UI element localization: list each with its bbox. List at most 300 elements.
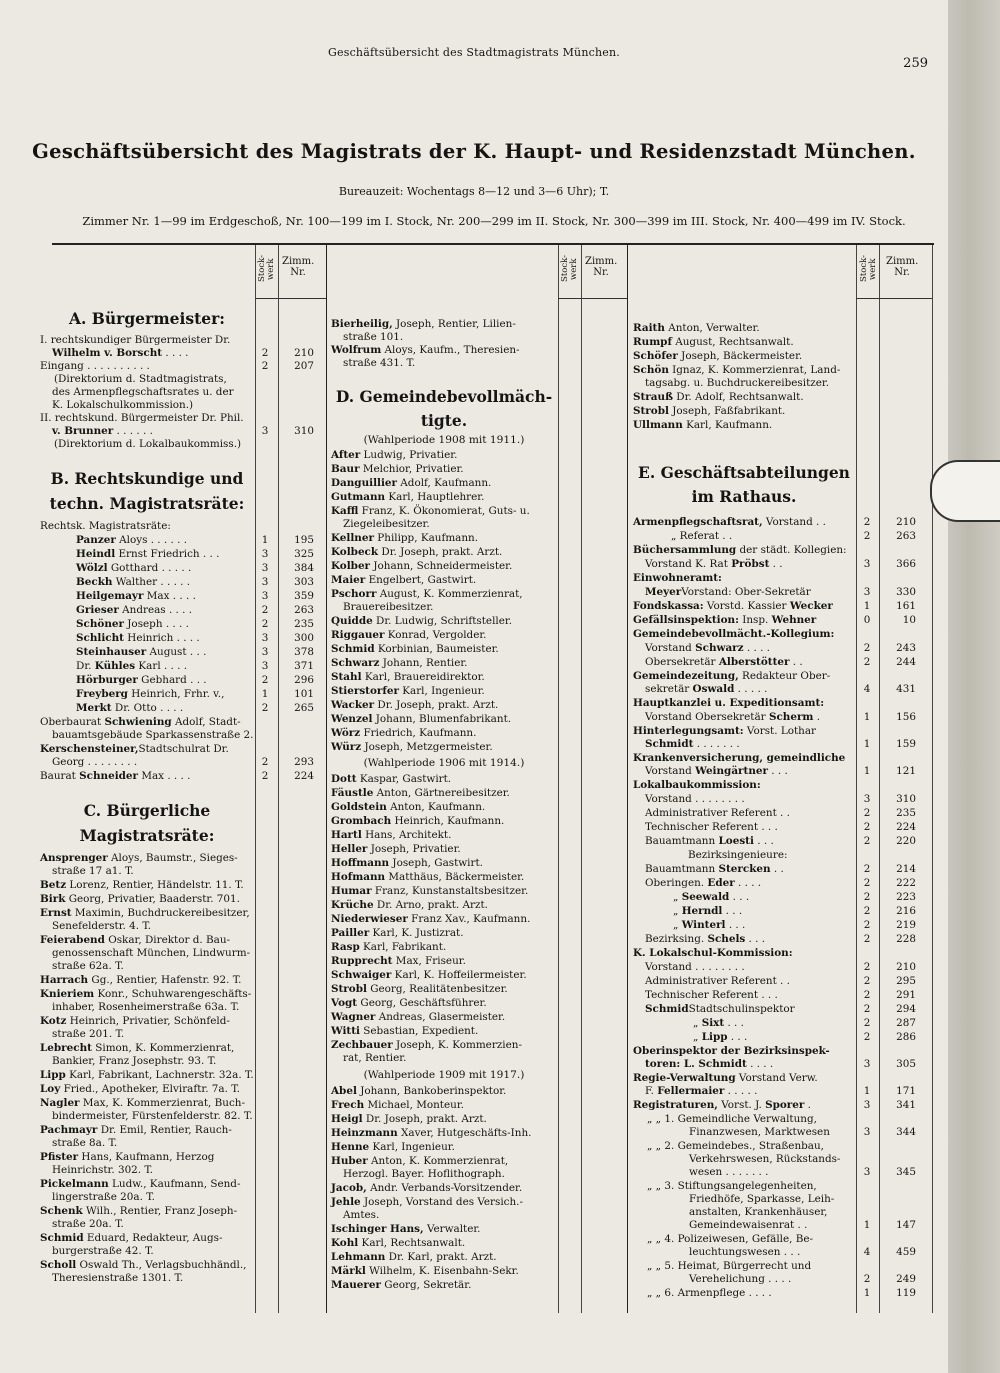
entry-name: Wölzl (76, 562, 108, 574)
entry-text (673, 919, 745, 932)
entry-text (331, 463, 464, 476)
entry-name: Nagler (40, 1097, 80, 1109)
room-number: 345 (896, 1166, 916, 1178)
floor-number: 3 (261, 646, 269, 658)
entry-name: Goldstein (331, 801, 387, 813)
entry-text (633, 336, 794, 349)
floor-number: 1 (863, 1287, 871, 1299)
entry-detail: Maximin, Buchdruckereibesitzer, (71, 907, 250, 919)
section-heading: D. Gemeindebevollmäch- (335, 387, 553, 406)
entry-detail: „ „ 5. Heimat, Bürgerrecht und (647, 1260, 812, 1272)
entry-text (52, 1028, 124, 1041)
entry-detail: August, K. Kommerzienrat, (376, 588, 523, 600)
entry-detail: genossenschaft München, Lindwurm- (52, 947, 251, 959)
entry-detail: straße 8a. T. (52, 1137, 118, 1149)
entry-detail: Joseph, Vorstand des Versich.- (360, 1196, 523, 1208)
entry-detail: Karl, Kaufmann. (682, 419, 773, 431)
room-number: 265 (294, 702, 314, 714)
section-heading: techn. Magistratsräte: (49, 494, 245, 513)
entry-detail: Vorst. Lothar (743, 725, 816, 737)
entry-name: Registraturen, (633, 1099, 718, 1111)
entry-detail: Oberingen. (645, 877, 708, 889)
room-number: 294 (896, 1003, 916, 1015)
entry-text (343, 601, 433, 614)
entry-detail: „ „ 3. Stiftungsangelegenheiten, (647, 1180, 817, 1192)
entry-name: Ischinger Hans, (331, 1223, 424, 1235)
col3-stock-header: Stock-werk (859, 255, 878, 283)
floor-number: 2 (863, 807, 871, 819)
entry-text (633, 1072, 818, 1085)
entry-detail: Stadtschulrat Dr. (138, 743, 229, 755)
entry-detail: „ „ 1. Gemeindliche Verwaltung, (647, 1113, 817, 1125)
entry-detail: Franz, Kunstanstaltsbesitzer. (371, 885, 529, 897)
room-number: 310 (896, 793, 916, 805)
room-number: 220 (896, 835, 916, 847)
entry-detail: Johann, Schneidermeister. (370, 560, 513, 572)
entry-text (645, 586, 811, 599)
section-heading: B. Rechtskundige und (50, 469, 244, 488)
entry-text (331, 773, 451, 786)
entry-text (633, 364, 840, 377)
room-number: 224 (896, 821, 916, 833)
entry-detail: . . . (745, 933, 766, 945)
entry-detail: Heinrich . . . . (123, 632, 200, 644)
entry-detail: „ (673, 905, 682, 917)
col1-stock-rule (255, 245, 256, 1313)
floor-number: 2 (863, 642, 871, 654)
entry-text (331, 615, 512, 628)
room-number: 291 (896, 989, 916, 1001)
entry-name: Winterl (681, 919, 726, 931)
entry-name: Heller (331, 843, 368, 855)
entry-text (52, 729, 253, 742)
entry-detail: Karl, Rechtsanwalt. (358, 1237, 466, 1249)
entry-text (633, 670, 830, 683)
entry-name: Hauptkanzlei u. Expeditionsamt: (633, 697, 825, 709)
entry-text (40, 1015, 230, 1028)
entry-detail: Senefelderstr. 4. T. (52, 920, 152, 932)
entry-detail: Vorstand . . . . . . . . (645, 961, 745, 973)
entry-text (52, 865, 134, 878)
entry-text (76, 618, 189, 631)
entry-detail: Administrativer Referent . . (645, 807, 790, 819)
entry-name: Riggauer (331, 629, 385, 641)
entry-detail: Georg, Privatier, Baaderstr. 701. (65, 893, 240, 905)
room-number: 371 (294, 660, 314, 672)
entry-text (76, 534, 187, 547)
floor-number: 3 (863, 793, 871, 805)
entry-detail: K. Lokalschulkommission.) (52, 399, 194, 411)
entry-name: Oberinspektor der Bezirksinspek- (633, 1045, 830, 1057)
entry-text (52, 960, 124, 973)
entry-text (40, 1124, 232, 1137)
col2-stock-rule (558, 245, 559, 1313)
entry-name: Lipp (701, 1031, 728, 1043)
entry-text (331, 727, 476, 740)
entry-detail: Vorstand: Ober-Sekretär (681, 586, 811, 598)
entry-text (633, 628, 834, 641)
floor-number: 3 (863, 558, 871, 570)
entry-text (645, 821, 778, 834)
entry-name: Knieriem (40, 988, 95, 1000)
entry-name: Humar (331, 885, 372, 897)
entry-text (76, 604, 192, 617)
room-number: 303 (294, 576, 314, 588)
entry-detail: „ (673, 891, 682, 903)
entry-detail: Karl, K. Hoffeilermeister. (391, 969, 527, 981)
room-number: 344 (896, 1126, 916, 1138)
entry-detail: tagsabg. u. Buchdruckereibesitzer. (645, 377, 829, 389)
entry-name: Steinhauser (76, 646, 147, 658)
room-number: 459 (896, 1246, 916, 1258)
entry-name: Strauß (633, 391, 673, 403)
entry-text (331, 532, 478, 545)
entry-detail: Brauereibesitzer. (343, 601, 434, 613)
floor-number: 2 (261, 347, 269, 359)
entry-text (40, 743, 229, 756)
entry-name: Schmid (645, 1003, 689, 1015)
entry-detail: Johann, Bankoberinspektor. (356, 1085, 507, 1097)
entry-text (645, 642, 770, 655)
entry-text (52, 1191, 155, 1204)
entry-text (331, 546, 502, 559)
entry-name: Frech (331, 1099, 365, 1111)
entry-detail: „ (693, 1017, 702, 1029)
entry-text (671, 530, 732, 543)
entry-detail: Baurat (40, 770, 80, 782)
room-number: 207 (294, 360, 314, 372)
entry-text (331, 885, 528, 898)
entry-name: Hartl (331, 829, 362, 841)
entry-text (52, 1110, 253, 1123)
entry-text (40, 1205, 237, 1218)
floor-number: 2 (863, 891, 871, 903)
floor-number: 2 (863, 1017, 871, 1029)
entry-text (331, 671, 485, 684)
entry-detail: Insp. (738, 614, 772, 626)
entry-name: Weingärtner (695, 765, 768, 777)
entry-text (331, 1265, 519, 1278)
entry-text (40, 1178, 240, 1191)
entry-name: Schwiening (104, 716, 172, 728)
entry-text (633, 1045, 830, 1058)
floor-number: 1 (863, 1219, 871, 1231)
floor-number: 2 (863, 989, 871, 1001)
entry-detail: Anton, Kaufmann. (386, 801, 486, 813)
entry-text (645, 1003, 795, 1016)
column-divider-2 (627, 245, 628, 1313)
entry-name: Fäustle (331, 787, 374, 799)
entry-text (647, 1233, 813, 1246)
entry-text (645, 1058, 773, 1071)
entry-detail: „ Referat . . (671, 530, 733, 542)
section-heading: E. Geschäftsabteilungen (638, 463, 850, 482)
entry-text (647, 1287, 772, 1300)
entry-detail: Max . . . . (138, 770, 191, 782)
floor-number: 2 (863, 530, 871, 542)
entry-detail: . . . . (743, 642, 770, 654)
entry-detail: wesen . . . . . . . (689, 1166, 769, 1178)
entry-detail: Andreas . . . . (118, 604, 193, 616)
entry-detail: Dr. Emil, Rentier, Rauch- (97, 1124, 232, 1136)
entry-text (76, 632, 200, 645)
entry-text (689, 1193, 834, 1206)
entry-text (76, 674, 207, 687)
entry-name: Wacker (331, 699, 375, 711)
entry-text (689, 1206, 827, 1219)
room-number: 210 (294, 347, 314, 359)
entry-detail: Oswald Th., Verlagsbuchhändl., (76, 1259, 247, 1271)
col3-stock-rule (856, 245, 857, 1313)
entry-text (52, 947, 250, 960)
entry-name: Schlicht (76, 632, 124, 644)
entry-detail: Heinrich, Frhr. v., (127, 688, 225, 700)
entry-detail: der städt. Kollegien: (736, 544, 847, 556)
entry-detail: Ziegeleibesitzer. (343, 518, 430, 530)
entry-name: toren: L. Schmidt (645, 1058, 747, 1070)
entry-text (645, 683, 767, 696)
office-hours: Bureauzeit: Wochentags 8—12 und 3—6 Uhr); T. (338, 185, 610, 198)
floor-number: 3 (863, 1099, 871, 1111)
room-number: 293 (294, 756, 314, 768)
entry-detail: . . . (729, 891, 750, 903)
entry-detail: . . (789, 656, 803, 668)
entry-detail: Johann, Blumenfabrikant. (372, 713, 512, 725)
entry-text (647, 1260, 811, 1273)
entry-detail: burgerstraße 42. T. (52, 1245, 154, 1257)
entry-text (40, 334, 230, 347)
entry-detail: Johann, Rentier. (379, 657, 468, 669)
entry-text (331, 1182, 522, 1195)
entry-text (40, 988, 251, 1001)
entry-detail: Dr. Joseph, prakt. Arzt. (378, 546, 503, 558)
entry-text (343, 331, 403, 344)
entry-text (633, 600, 833, 613)
entry-name: Regie-Verwaltung (633, 1072, 736, 1084)
room-number: 228 (896, 933, 916, 945)
entry-name: Schneider (79, 770, 139, 782)
entry-name: Quidde (331, 615, 373, 627)
room-number: 359 (294, 590, 314, 602)
entry-name: Kerschensteiner, (40, 743, 139, 755)
entry-text (40, 907, 250, 920)
entry-text (689, 1153, 840, 1166)
election-period: (Wahlperiode 1906 mit 1914.) (363, 757, 525, 769)
entry-text (40, 1083, 240, 1096)
entry-detail: Korbinian, Baumeister. (374, 643, 499, 655)
entry-name: Armenpflegschaftsrat, (633, 516, 763, 528)
col3-zimmer-rule (879, 245, 880, 1313)
entry-detail: „ „ 2. Gemeindebes., Straßenbau, (647, 1140, 824, 1152)
entry-text (331, 1141, 455, 1154)
entry-text (343, 1168, 505, 1181)
entry-name: Scherm (768, 711, 814, 723)
entry-text (52, 1164, 153, 1177)
entry-name: Meyer (645, 586, 682, 598)
room-number: 263 (294, 604, 314, 616)
entry-detail: Stadtschulinspektor (688, 1003, 795, 1015)
room-number: 219 (896, 919, 916, 931)
entry-name: Hoffmann (331, 857, 390, 869)
entry-detail: Joseph, K. Kommerzien- (392, 1039, 522, 1051)
entry-name: Kaffl (331, 505, 359, 517)
entry-text (52, 1218, 124, 1231)
entry-detail: Bankier, Franz Josephstr. 93. T. (52, 1055, 217, 1067)
entry-detail: . (813, 711, 821, 723)
entry-detail: inhaber, Rosenheimerstraße 63a. T. (52, 1001, 240, 1013)
entry-text (633, 544, 847, 557)
room-number: 121 (896, 765, 916, 777)
floor-number: 2 (863, 919, 871, 931)
entry-text (40, 893, 240, 906)
entry-detail: Joseph, Faßfabrikant. (668, 405, 786, 417)
entry-name: Henne (331, 1141, 370, 1153)
entry-name: Krüche (331, 899, 374, 911)
entry-text (331, 344, 520, 357)
entry-name: Strobl (633, 405, 669, 417)
entry-name: Hörburger (76, 674, 138, 686)
floor-number: 1 (261, 688, 269, 700)
entry-text (331, 318, 516, 331)
entry-text (331, 983, 508, 996)
floor-number: 3 (261, 590, 269, 602)
entry-detail: Gebhard . . . (137, 674, 207, 686)
entry-name: v. Brunner (52, 425, 114, 437)
section-heading: A. Bürgermeister: (68, 309, 225, 328)
entry-text (331, 955, 466, 968)
entry-detail: Eingang . . . . . . . . . . (40, 360, 150, 372)
floor-number: 3 (261, 632, 269, 644)
entry-detail: Dr. Joseph, prakt. Arzt. (362, 1113, 487, 1125)
running-header: Geschäftsübersicht des Stadtmagistrats München. (328, 46, 620, 59)
entry-text (331, 1011, 505, 1024)
floor-number: 2 (863, 863, 871, 875)
entry-detail: . . . (724, 1017, 744, 1029)
entry-name: Pickelmann (40, 1178, 109, 1190)
entry-text (331, 560, 512, 573)
room-number: 243 (896, 642, 916, 654)
entry-text (40, 360, 150, 373)
entry-detail: „ (673, 919, 682, 931)
entry-name: Niederwieser (331, 913, 408, 925)
floor-number: 3 (261, 548, 269, 560)
entry-detail: (Direktorium d. Lokalbaukommiss.) (54, 438, 242, 450)
room-number: 296 (294, 674, 314, 686)
entry-detail: Heinrich, Kaufmann. (391, 815, 505, 827)
entry-detail: Vorstand (645, 765, 696, 777)
floor-number: 2 (863, 821, 871, 833)
entry-text (331, 491, 484, 504)
entry-name: Kolbeck (331, 546, 379, 558)
entry-name: Schmid (40, 1232, 84, 1244)
entry-text (52, 347, 189, 360)
entry-text (331, 1223, 480, 1236)
entry-detail: . . . . (734, 877, 762, 889)
section-heading: tigte. (420, 411, 468, 430)
entry-name: Wörz (331, 727, 361, 739)
entry-text (76, 702, 183, 715)
entry-name: Raith (633, 322, 665, 334)
column-divider-1 (326, 245, 327, 1313)
entry-detail: sekretär (645, 683, 693, 695)
entry-text (331, 1099, 464, 1112)
entry-text (331, 477, 491, 490)
entry-name: Schön (633, 364, 669, 376)
entry-name: Heilgemayr (76, 590, 144, 602)
entry-name: Schwarz (331, 657, 380, 669)
entry-text (343, 357, 415, 370)
room-number: 119 (896, 1287, 916, 1299)
floor-number: 1 (863, 711, 871, 723)
page-title: Geschäftsübersicht des Magistrats der K. Haupt- und Residenzstadt München. (32, 140, 916, 163)
entry-detail: Engelbert, Gastwirt. (365, 574, 477, 586)
entry-text (52, 1272, 183, 1285)
entry-detail: . . . (767, 765, 788, 777)
floor-number: 1 (261, 534, 269, 546)
entry-text (331, 913, 530, 926)
entry-name: Maier (331, 574, 366, 586)
entry-text (52, 399, 193, 412)
entry-name: Hinterlegungsamt: (633, 725, 744, 737)
entry-name: Scholl (40, 1259, 77, 1271)
entry-detail: Obersekretär (645, 656, 719, 668)
room-number: 249 (896, 1273, 916, 1285)
entry-detail: Kaspar, Gastwirt. (356, 773, 452, 785)
entry-detail: Ignaz, K. Kommerzienrat, Land- (668, 364, 841, 376)
entry-name: Fondskassa: (633, 600, 704, 612)
entry-detail: Joseph, Bäckermeister. (677, 350, 803, 362)
floor-number: 1 (863, 738, 871, 750)
floor-number: 2 (261, 702, 269, 714)
entry-detail: Administrativer Referent . . (645, 975, 790, 987)
entry-name: Grieser (76, 604, 119, 616)
entry-detail: Aloys . . . . . . (115, 534, 188, 546)
entry-text (343, 1209, 379, 1222)
entry-text (688, 849, 787, 862)
entry-name: After (331, 449, 361, 461)
floor-number: 2 (863, 1003, 871, 1015)
entry-detail: Aloys, Kaufm., Theresien- (381, 344, 520, 356)
entry-name: Fellermaier (657, 1085, 725, 1097)
floor-number: 2 (863, 656, 871, 668)
entry-text (645, 877, 761, 890)
entry-name: Zechbauer (331, 1039, 393, 1051)
entry-detail: Dr. Arno, prakt. Arzt. (373, 899, 488, 911)
floor-number: 2 (863, 933, 871, 945)
room-number: 431 (896, 683, 916, 695)
entry-text (40, 934, 230, 947)
entry-detail: . . . . (162, 347, 189, 359)
entry-detail: Karl, Fabrikant, Lachnerstr. 32a. T. (65, 1069, 254, 1081)
entry-text (331, 941, 446, 954)
entry-detail: Dr. Ludwig, Schriftsteller. (372, 615, 513, 627)
entry-text (633, 322, 760, 335)
entry-name: Gefällsinspektion: (633, 614, 739, 626)
entry-name: Pröbst (731, 558, 770, 570)
entry-name: Kohl (331, 1237, 359, 1249)
entry-name: Krankenversicherung, gemeindliche (633, 752, 846, 764)
entry-detail: Gg., Rentier, Hafenstr. 92. T. (88, 974, 242, 986)
entry-text (673, 905, 742, 918)
entry-text (645, 558, 783, 571)
entry-text (331, 1196, 523, 1209)
entry-detail: Joseph, Gastwirt. (389, 857, 483, 869)
room-number: 341 (896, 1099, 916, 1111)
entry-name: Gutmann (331, 491, 386, 503)
room-number: 295 (896, 975, 916, 987)
entry-text (673, 891, 749, 904)
entry-detail: I. rechtskundiger Bürgermeister Dr. (40, 334, 231, 346)
